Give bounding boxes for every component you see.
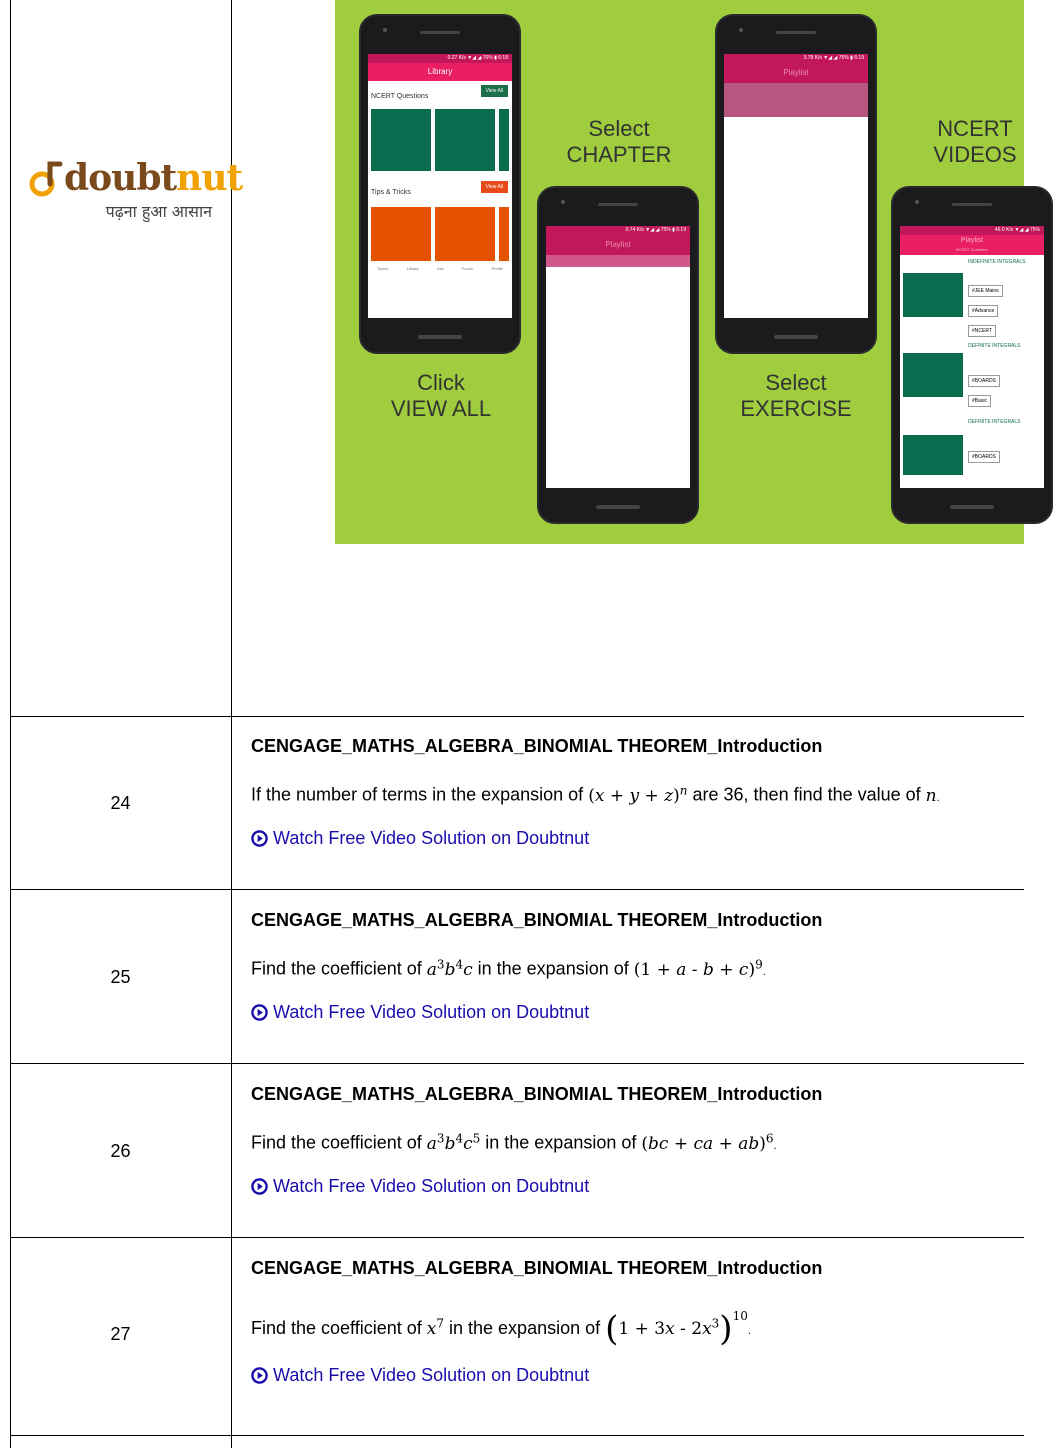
- math-expression: $(x + y + z)^n$: [588, 783, 688, 806]
- phone-ncert-videos: 46.0 K/s ▼◢ ◢ 75% Playlist NCERT Questions INDEFINITE INTEGRALS #JEE Mains #Advance #NCERT DEFINITE INTEGRALS #BOARDS #Basic DEFINITE INTEGRALS #BOARDS: [891, 186, 1053, 524]
- watch-video-link[interactable]: Watch Free Video Solution on Doubtnut: [251, 1002, 1021, 1023]
- watch-video-link[interactable]: Watch Free Video Solution on Doubtnut: [251, 1176, 1021, 1197]
- play-circle-icon: [251, 1178, 268, 1195]
- question-number: 26: [110, 1141, 131, 1161]
- math-expression: $(1 + a - b + c)^9$.: [633, 957, 766, 980]
- table-border-left: [10, 0, 11, 1448]
- question-chapter: CENGAGE_MATHS_ALGEBRA_BINOMIAL THEOREM_Introduction: [251, 736, 823, 756]
- question-chapter: CENGAGE_MATHS_ALGEBRA_BINOMIAL THEOREM_Introduction: [251, 1084, 823, 1104]
- play-circle-icon: [251, 1367, 268, 1384]
- question-text: Find the coefficient of $a^3b^4c$ in the expansion of $(1 + a - b + c)^9$.: [251, 957, 766, 980]
- row-divider: [10, 1237, 1024, 1238]
- caption-ncert-videos: NCERT VIDEOS: [933, 116, 1017, 167]
- doubtnut-logo: [28, 157, 243, 222]
- caption-click-view-all: Click VIEW ALL: [390, 370, 492, 421]
- question-27: [251, 1258, 1021, 1386]
- logo-wordmark: doubtnut: [64, 157, 243, 199]
- question-chapter: CENGAGE_MATHS_ALGEBRA_BINOMIAL THEOREM_Introduction: [251, 1258, 823, 1278]
- app-promo-banner: [335, 0, 1040, 544]
- math-expression: n.: [925, 785, 940, 806]
- play-circle-icon: [251, 830, 268, 847]
- row-divider: [10, 889, 1024, 890]
- question-text: Find the coefficient of $x^7$ in the expansion of $(1 + 3x - 2x^3)^{10}$.: [251, 1309, 752, 1349]
- caption-select-chapter: Select CHAPTER: [566, 116, 672, 167]
- math-expression: $a^3b^4c^5$: [426, 1131, 481, 1154]
- question-26: [251, 1084, 1021, 1197]
- phone-exercises: 3.78 K/s ▼◢ ◢ 75% ▮ 6:19 Playlist Select your excercise EXERCISE 7.1 EXERCISE 7.2 EXERCISE 7.3 EXERCISE 7.4 EXERCISE 7.5 EXERCISE 7.6 EXERCISE 7.7 EXERCISE 7.8 EXERCISE 7.9 EXERCISE 7.10 EXERCISE 7.11 MISCELLANEOUS EXERCISE SOLVED EXAMPLES: [715, 14, 877, 354]
- row-divider: [10, 716, 1024, 717]
- phone-chapters: 0.74 K/s ▼◢ ◢ 75% ▮ 6:19 Playlist Select your chapter RELATIONS AND FUNCTIONS INVERSE TRIGONOMETRIC FUNCTIONS MATRICES DETERMINANTS CONTINUITY AND DIFFERENTIABILITY APPLICATION OF DERIVATIVES INTEGRALS APPLICATION OF INTEGRALS DIFFERENTIAL EQUATIONS VECTOR ALGEBRA THREE DIMENSIONAL GEOMETRY LINEAR PROGRAMMING PROBABILITY: [537, 186, 699, 524]
- watch-video-link[interactable]: Watch Free Video Solution on Doubtnut: [251, 828, 1021, 849]
- play-circle-icon: [251, 1004, 268, 1021]
- question-text: If the number of terms in the expansion of $(x + y + z)^n$ are 36, then find the value of n.: [251, 783, 940, 806]
- play-note-icon: [28, 158, 62, 198]
- question-24: [251, 736, 1021, 849]
- math-expression: (bc + ca + ab)$^6$.: [641, 1131, 777, 1154]
- question-chapter: CENGAGE_MATHS_ALGEBRA_BINOMIAL THEOREM_Introduction: [251, 910, 823, 930]
- row-divider: [10, 1435, 1024, 1436]
- math-expression: $(1 + 3x - 2x^3)^{10}$.: [605, 1309, 752, 1349]
- logo-tagline: पढ़ना हुआ आसान: [105, 202, 212, 221]
- row-divider: [10, 1063, 1024, 1064]
- question-number: 24: [110, 793, 131, 813]
- question-number: 25: [110, 967, 131, 987]
- math-expression: $a^3b^4c$: [426, 957, 473, 980]
- caption-select-exercise: Select EXERCISE: [740, 370, 852, 421]
- watch-video-link[interactable]: Watch Free Video Solution on Doubtnut: [251, 1365, 1021, 1386]
- question-25: [251, 910, 1021, 1023]
- question-number: 27: [110, 1324, 131, 1344]
- table-column-divider: [231, 0, 232, 1448]
- phone-library: 0.27 K/s ▼◢ ◢ 76% ▮ 6:18 Library NCERT Questions View All Tips & Tricks View All Topics Library Ask Forum Profile: [359, 14, 521, 354]
- math-expression: $x^7$: [426, 1316, 445, 1339]
- question-text: Find the coefficient of $a^3b^4c^5$ in the expansion of (bc + ca + ab)$^6$.: [251, 1131, 777, 1154]
